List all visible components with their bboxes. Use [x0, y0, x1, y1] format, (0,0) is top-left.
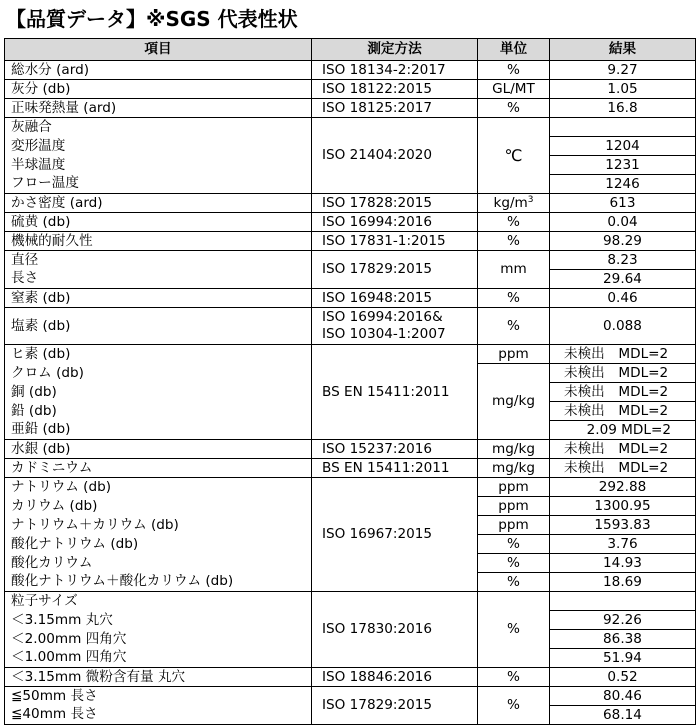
row-item: クロム (db)	[5, 364, 312, 383]
row-unit: ppm	[478, 516, 550, 535]
row-unit: GL/MT	[478, 80, 550, 99]
row-result: 16.8	[550, 99, 696, 118]
row-method: ISO 18134-2:2017	[312, 61, 478, 80]
row-method: ISO 17828:2015	[312, 194, 478, 213]
row-result: 0.088	[550, 308, 696, 345]
method-line-2: ISO 10304-1:2007	[322, 326, 446, 342]
row-unit: %	[478, 99, 550, 118]
row-method: ISO 17829:2015	[312, 687, 478, 725]
row-item: かさ密度 (ard)	[5, 194, 312, 213]
row-unit: mg/kg	[478, 440, 550, 459]
row-unit: mm	[478, 251, 550, 289]
row-item: カドミニウム	[5, 459, 312, 478]
row-unit: %	[478, 289, 550, 308]
method-line-1: ISO 16994:2016&	[322, 309, 443, 325]
row-result: 0.52	[550, 668, 696, 687]
table-row	[5, 592, 696, 611]
row-result: 1231	[550, 156, 696, 175]
table-row	[5, 345, 696, 364]
table-row	[5, 213, 696, 232]
row-item: 粒子サイズ	[5, 592, 312, 611]
table-row	[5, 232, 696, 251]
row-result: 98.29	[550, 232, 696, 251]
row-item: 酸化ナトリウム (db)	[5, 535, 312, 554]
row-item: 総水分 (ard)	[5, 61, 312, 80]
row-item: フロー温度	[5, 175, 312, 194]
row-unit: mg/kg	[478, 364, 550, 440]
row-item: 半球温度	[5, 156, 312, 175]
row-result: 未検出 MDL=2	[550, 345, 696, 364]
row-item: ＜2.00mm 四角穴	[5, 630, 312, 649]
row-item: 変形温度	[5, 137, 312, 156]
row-result-empty	[550, 592, 696, 611]
row-result: 1.05	[550, 80, 696, 99]
row-unit: mg/kg	[478, 459, 550, 478]
table-row	[5, 440, 696, 459]
table-row	[5, 308, 696, 345]
row-result: 9.27	[550, 61, 696, 80]
row-result: 292.88	[550, 478, 696, 497]
row-result: 29.64	[550, 270, 696, 289]
row-item: 正味発熱量 (ard)	[5, 99, 312, 118]
row-method: ISO 16994:2016	[312, 213, 478, 232]
row-result: 1300.95	[550, 497, 696, 516]
table-header-row	[5, 39, 696, 61]
row-unit: %	[478, 308, 550, 345]
table-row	[5, 99, 696, 118]
row-item: 水銀 (db)	[5, 440, 312, 459]
row-item: ヒ素 (db)	[5, 345, 312, 364]
row-unit: ppm	[478, 497, 550, 516]
table-row	[5, 251, 696, 270]
row-method: ISO 16967:2015	[312, 478, 478, 592]
row-result-empty	[550, 118, 696, 137]
row-item: ＜3.15mm 微粉含有量 丸穴	[5, 668, 312, 687]
table-row	[5, 668, 696, 687]
row-item: 灰分 (db)	[5, 80, 312, 99]
row-result: 未検出 MDL=2	[550, 459, 696, 478]
row-result: 未検出 MDL=2	[550, 402, 696, 421]
row-unit: ℃	[478, 118, 550, 194]
row-unit: ppm	[478, 478, 550, 497]
row-unit: %	[478, 213, 550, 232]
table-row	[5, 289, 696, 308]
row-item: 機械的耐久性	[5, 232, 312, 251]
row-unit: %	[478, 687, 550, 725]
row-item: ≦50mm 長さ	[5, 687, 312, 706]
row-result: 1593.83	[550, 516, 696, 535]
row-result: 3.76	[550, 535, 696, 554]
row-item: 直径	[5, 251, 312, 270]
row-unit: %	[478, 232, 550, 251]
row-item: ＜3.15mm 丸穴	[5, 611, 312, 630]
row-result: 0.46	[550, 289, 696, 308]
row-item: 酸化カリウム	[5, 554, 312, 573]
table-row	[5, 118, 696, 137]
row-item: 銅 (db)	[5, 383, 312, 402]
row-method: ISO 18846:2016	[312, 668, 478, 687]
row-unit: %	[478, 61, 550, 80]
row-method: ISO 17829:2015	[312, 251, 478, 289]
table-row	[5, 459, 696, 478]
row-result: 未検出 MDL=2	[550, 383, 696, 402]
page-title: 【品質データ】※SGS 代表性状	[6, 7, 298, 31]
row-item: ナトリウム＋カリウム (db)	[5, 516, 312, 535]
row-unit: ppm	[478, 345, 550, 364]
row-item: カリウム (db)	[5, 497, 312, 516]
row-method: ISO 18125:2017	[312, 99, 478, 118]
row-unit: %	[478, 573, 550, 592]
row-result: 0.04	[550, 213, 696, 232]
row-unit: %	[478, 668, 550, 687]
row-result: 1246	[550, 175, 696, 194]
row-item: 灰融合	[5, 118, 312, 137]
row-result: 未検出 MDL=2	[550, 364, 696, 383]
row-unit: %	[478, 554, 550, 573]
quality-data-table	[4, 38, 696, 725]
row-method: ISO 15237:2016	[312, 440, 478, 459]
row-method: BS EN 15411:2011	[312, 345, 478, 440]
row-result: 613	[550, 194, 696, 213]
row-item: 長さ	[5, 270, 312, 289]
header-result: 結果	[550, 39, 696, 61]
table-row	[5, 478, 696, 497]
row-result: 51.94	[550, 649, 696, 668]
row-item: 亜鉛 (db)	[5, 421, 312, 440]
row-result: 92.26	[550, 611, 696, 630]
row-result: 8.23	[550, 251, 696, 270]
unit-text: kg/m	[493, 194, 528, 211]
row-method: ISO 21404:2020	[312, 118, 478, 194]
row-method: BS EN 15411:2011	[312, 459, 478, 478]
row-method: ISO 17831-1:2015	[312, 232, 478, 251]
table-row	[5, 80, 696, 99]
header-method: 測定方法	[312, 39, 478, 61]
row-result: 68.14	[550, 706, 696, 725]
row-result: 2.09 MDL=2	[550, 421, 696, 440]
header-unit: 単位	[478, 39, 550, 61]
row-item: 酸化ナトリウム＋酸化カリウム (db)	[5, 573, 312, 592]
row-unit: %	[478, 592, 550, 668]
table-row	[5, 194, 696, 213]
row-item: ナトリウム (db)	[5, 478, 312, 497]
table-row	[5, 687, 696, 706]
row-result: 1204	[550, 137, 696, 156]
unit-superscript: 3	[527, 194, 534, 205]
row-item: ≦40mm 長さ	[5, 706, 312, 725]
row-method: ISO 16948:2015	[312, 289, 478, 308]
row-result: 14.93	[550, 554, 696, 573]
row-item: 窒素 (db)	[5, 289, 312, 308]
row-method	[312, 308, 478, 345]
row-method: ISO 18122:2015	[312, 80, 478, 99]
row-result: 18.69	[550, 573, 696, 592]
row-unit	[478, 194, 550, 213]
row-result: 未検出 MDL=2	[550, 440, 696, 459]
row-item: 鉛 (db)	[5, 402, 312, 421]
row-method: ISO 17830:2016	[312, 592, 478, 668]
row-result: 80.46	[550, 687, 696, 706]
row-result: 86.38	[550, 630, 696, 649]
row-item: 塩素 (db)	[5, 308, 312, 345]
row-unit: %	[478, 535, 550, 554]
row-item: ＜1.00mm 四角穴	[5, 649, 312, 668]
header-item: 項目	[5, 39, 312, 61]
row-item: 硫黄 (db)	[5, 213, 312, 232]
table-row	[5, 61, 696, 80]
